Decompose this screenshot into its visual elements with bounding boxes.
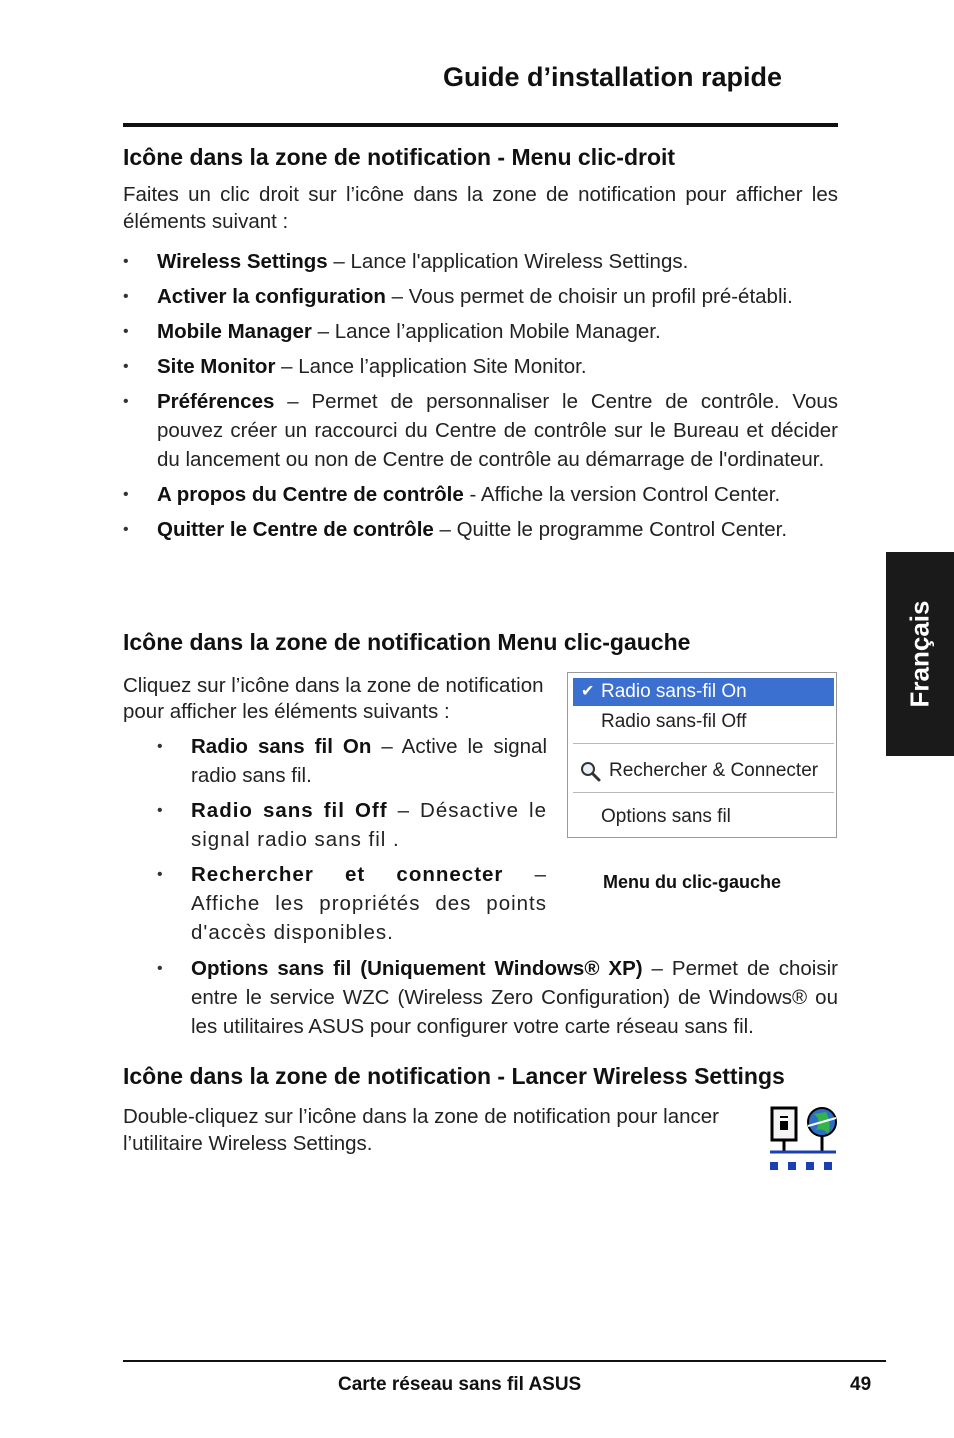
menu-caption: Menu du clic-gauche (603, 872, 782, 892)
item-term: Activer la configuration (157, 285, 386, 308)
item-desc: – Active le signal radio sans fil. (191, 735, 547, 787)
menu-item-label: Radio sans-fil Off (601, 711, 747, 732)
list-item: • Mobile Manager – Lance l’application Mobile Manager. (123, 320, 661, 343)
list-item: • A propos du Centre de contrôle - Affiche la version Control Center. (123, 483, 781, 506)
left-click-menu-screenshot (567, 672, 837, 838)
footer-rule (123, 1360, 886, 1362)
footer-product-name: Carte réseau sans fil ASUS (338, 1374, 582, 1395)
section-intro-launch: Double-cliquez sur l’icône dans la zone de notification pour lancer l’utilitaire Wireless Settings. (123, 1105, 719, 1155)
item-term: Quitter le Centre de contrôle (157, 518, 434, 541)
item-term: Options sans fil (Uniquement Windows® XP) (191, 957, 643, 980)
menu-separator (573, 743, 834, 745)
menu-item-label: Options sans fil (601, 806, 731, 827)
left-click-menu-list-continued (157, 954, 838, 1041)
item-desc: – Lance l’application Mobile Manager. (311, 320, 661, 343)
header-rule (123, 123, 838, 127)
item-desc: – Lance l'application Wireless Settings. (327, 250, 689, 273)
menu-item-wireless-options[interactable] (573, 803, 834, 831)
item-desc: - Affiche la version Control Center. (463, 483, 781, 506)
menu-item-radio-off[interactable] (573, 708, 834, 736)
list-item: • Wireless Settings – Lance l'application Wireless Settings. (123, 250, 689, 273)
item-term: Radio sans fil On (191, 735, 372, 758)
item-term: Radio sans fil Off (191, 799, 388, 822)
list-item: • Quitter le Centre de contrôle – Quitte le programme Control Center. (123, 518, 788, 541)
section-intro-right-click: Faites un clic droit sur l’icône dans la zone de notification pour afficher les éléments suivant : (123, 183, 838, 233)
menu-separator (573, 792, 834, 794)
magnifier-icon (579, 760, 601, 782)
item-term: Préférences (157, 390, 275, 413)
page-number: 49 (850, 1374, 872, 1395)
item-term: Site Monitor (157, 355, 276, 378)
list-item: • Rechercher et connecter – Affiche les propriétés des points d'accès disponibles. (157, 863, 547, 944)
menu-item-search-connect[interactable] (573, 757, 834, 785)
item-desc: – Quitte le programme Control Center. (433, 518, 788, 541)
item-term: Mobile Manager (157, 320, 312, 343)
list-item: • Préférences – Permet de personnaliser le Centre de contrôle. Vous pouvez créer un raccourci du Centre de contrôle sur le Bureau et décider du lancement ou non de Centre de contrôle au démarrage de l'ordinateur. (123, 390, 838, 471)
item-desc: – Permet de choisir entre le service WZC (Wireless Zero Configuration) de Windows® ou les utilitaires ASUS pour configurer votre carte réseau sans fil. (191, 957, 838, 1038)
section-heading-right-click: Icône dans la zone de notification - Menu clic-droit (123, 144, 676, 170)
section-intro-left-click: Cliquez sur l’icône dans la zone de notification pour afficher les éléments suivants : (123, 674, 544, 723)
item-desc: – Vous permet de choisir un profil pré-établi. (385, 285, 793, 308)
item-term: A propos du Centre de contrôle (157, 483, 464, 506)
list-item: • Site Monitor – Lance l’application Site Monitor. (123, 355, 587, 378)
item-desc: – Permet de personnaliser le Centre de contrôle. Vous pouvez créer un raccourci du Centre de contrôle sur le Bureau et décider du lancement ou non de Centre de contrôle au démarrage de l'ordinateur. (157, 390, 838, 471)
item-desc: – Lance l’application Site Monitor. (275, 355, 587, 378)
page-header-title: Guide d’installation rapide (443, 62, 783, 92)
menu-item-label: Radio sans-fil On (601, 681, 747, 702)
item-desc: – Désactive le signal radio sans fil . (191, 799, 547, 851)
right-click-menu-list (123, 247, 838, 544)
menu-item-radio-on[interactable] (573, 678, 834, 706)
item-term: Rechercher et connecter (191, 863, 504, 886)
item-desc: – Affiche les propriétés des points d'accès disponibles. (191, 863, 547, 944)
menu-item-label: Rechercher & Connecter (609, 760, 819, 781)
check-icon: ✔ (581, 683, 595, 700)
list-item: • Activer la configuration – Vous permet de choisir un profil pré-établi. (123, 285, 793, 308)
left-click-menu-list (157, 732, 547, 947)
section-heading-left-click: Icône dans la zone de notification Menu clic-gauche (123, 629, 691, 655)
item-term: Wireless Settings (157, 250, 328, 273)
section-heading-launch: Icône dans la zone de notification - Lancer Wireless Settings (123, 1063, 785, 1089)
wireless-tray-icon[interactable] (766, 1104, 838, 1174)
list-item: • Radio sans fil On – Active le signal radio sans fil. (157, 735, 547, 787)
language-tab-label: Français (904, 600, 935, 708)
language-side-tab (886, 552, 954, 756)
list-item: • Options sans fil (Uniquement Windows® XP) – Permet de choisir entre le service WZC (Wireless Zero Configuration) de Windows® ou les utilitaires ASUS pour configurer votre carte réseau sans fil. (157, 957, 838, 1038)
list-item: • Radio sans fil Off – Désactive le signal radio sans fil . (157, 799, 547, 851)
